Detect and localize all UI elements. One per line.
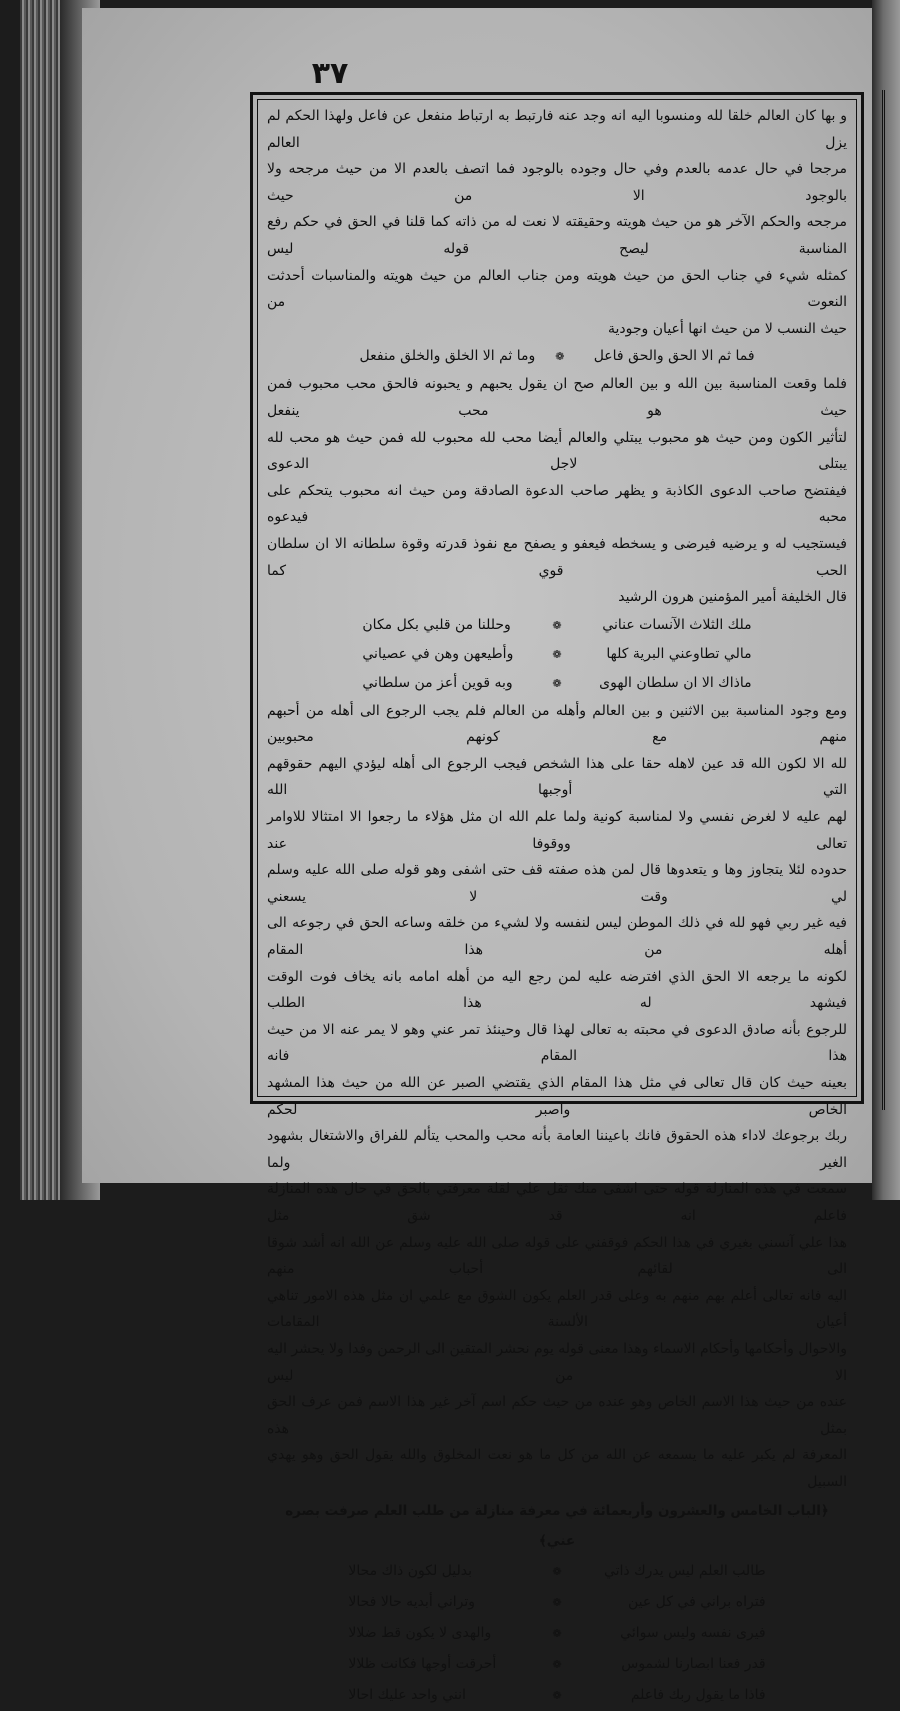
verse-hemistich-second: بدليل لكون ذاك محالا [348,1562,473,1579]
verse-line [267,640,847,669]
verse-hemistich-first: فاذا ما يقول ربك فاعلم [630,1686,766,1703]
verse-hemistich-second: انني واحد عليك احالا [348,1686,466,1703]
text-line: للرجوع بأنه صادق الدعوى في محبته به تعالى لهذا قال وحينئذ تمر عني وهو لا يمر عنه الا من حيث هذا المقام فانه [267,1021,847,1065]
text-frame [250,92,864,1703]
verse-hemistich-second: وما ثم الا الخلق والخلق منفعل [359,348,536,365]
text-line: فيه غير ربي فهو لله في ذلك الموطن ليس لنفسه ولا لشيء من خلقه وساعه الحق في رجوعه الى أهله من هذا المقام [267,915,847,959]
text-line: و بها كان العالم خلقا لله ومنسوبا اليه انه وجد عنه فارتبط به ارتباط منفعل عن فاعل ولهذا الحكم لم يزل العالم [267,108,847,151]
verse-hemistich-second: والهدى لا يكون قط ضلالا [348,1624,492,1641]
verse-separator: ❁ [552,1657,562,1671]
verse-hemistich-second: وحللنا من قلبي بكل مكان [362,616,511,633]
text-line: لله الا لكون الله قد عين لاهله حقا على هذا الشخص فيجب الرجوع الى أهله ليؤدي اليهم حقوقهم التي أوجبها الله [267,755,847,799]
text-line: عنده من حيث هذا الاسم الخاص وهو عنده من حيث حكم اسم آخر غير هذا الاسم فمن عرف الحق بمثل هذه [267,1394,847,1437]
text-line: سمعت في هذه المنازلة قوله حتى اشفى منك ثقل علي لقلة معرفتي بالحق في حال هذه المنازلة فاعلم انه قد شق مثل [267,1181,847,1224]
text-line: فيستجيب له و يرضيه فيرضى و يسخطه فيعفو و يصفح مع نفوذ قدرته وقوة سلطانه الا ان سلطان الحب قوي كما [267,535,847,579]
verse-separator: ❁ [555,350,565,364]
text-line: والاحوال وأحكامها وأحكام الاسماء وهذا معنى قوله يوم نحشر المتقين الى الرحمن وفدا ولا يحشر اليه الا من ليس [267,1340,847,1384]
verse-line [267,611,847,640]
verse-separator: ❁ [552,1626,562,1640]
text-line: لهم عليه لا لغرض نفسي ولا لمناسبة كونية ولما علم الله ان مثل هؤلاء ما رجعوا الا امتثالا للاوامر تعالى ووقوفا عند [267,809,847,852]
text-line: قال الخليفة أمير المؤمنين هرون الرشيد [618,589,847,606]
verse-hemistich-first: ملك الثلاث الآنسات عناني [602,616,752,633]
text-line: هذا علي آنسني بغيري في هذا الحكم فوقفني على قوله صلى الله عليه وسلم عن الله انه أشد شوقا الى لقائهم أحباب منهم [267,1234,847,1278]
text-line: لكونه ما يرجعه الا الحق الذي افترضه عليه لمن رجع اليه من أهله امامه بانه يخاف فوت الوقت فيشهد له هذا الطلب [267,968,847,1012]
verse-line [267,1618,847,1649]
verse-hemistich-first: ماذاك الا ان سلطان الهوى [599,674,752,691]
verse-separator: ❁ [552,618,562,632]
verse-hemistich-second: وتراني أبديه حالا فحالا [348,1593,475,1610]
verse-separator: ❁ [552,1595,562,1609]
next-page-frame [882,90,900,1110]
verse-separator: ❁ [552,676,562,690]
text-line: فلما وقعت المناسبة بين الله و بين العالم صح ان يقول يحبهم و يحبونه فالحق محب محبوب فمن حيث هو محب ينفعل [267,376,847,419]
text-line: ومع وجود المناسبة بين الاثنين و بين العالم وأهله من العالم فلم يجب الرجوع الى أهله من أحبهم منهم مع كونهم محبوبين [267,702,847,746]
verse-separator: ❁ [552,1688,562,1702]
text-line: كمثله شيء في جناب الحق من حيث هويته ومن جناب العالم من حيث هويته والمناسبات أحدثت النعوت من [267,267,847,311]
verse-hemistich-first: فتراه براني في كل عين [628,1593,766,1610]
verse-line [267,1556,847,1587]
text-line: حيث النسب لا من حيث انها أعيان وجودية [608,320,847,337]
text-line: المعرفة لم يكبر عليه ما يسمعه عن الله من كل ما هو نعت المخلوق والله يقول الحق وهو يهدي السبيل [267,1447,847,1490]
text-line: اليه فانه تعالى أعلم بهم منهم به وعلى قدر العلم يكون الشوق مع علمي ان مثل هذه الامور تناهي أعيان الألسنة المقامات [267,1287,847,1331]
text-line: فيفتضح صاحب الدعوى الكاذبة و يظهر صاحب الدعوة الصادقة ومن حيث انه محبوب يتحكم على محبه فيدعوه [267,482,847,526]
text-line: بعينه حيث كان قال تعالى في مثل هذا المقام الذي يقتضي الصبر عن الله من حيث هذا المشهد الخاص واصبر لحكم [267,1075,847,1118]
verse-hemistich-first: قدر فعنا ابصارنا لشموس [621,1655,766,1672]
verse-separator: ❁ [552,1564,562,1578]
verse-hemistich-second: أحرقت أوجها فكانت ظلالا [348,1655,497,1672]
text-line: مرجحا في حال عدمه بالعدم وفي حال وجوده بالوجود فما اتصف بالعدم الا من حيث مرجحه ولا بالوجود الا من حيث [267,161,847,204]
text-line: ربك برجوعك لاداء هذه الحقوق فانك باعيننا العامة بأنه محب والمحب يتألم للفراق والاشتغال بشهود الغير ولما [267,1128,847,1171]
verse-hemistich-first: فيرى نفسه وليس سوائي [620,1624,766,1641]
verse-hemistich-first: مالي تطاوعني البرية كلها [606,645,752,662]
chapter-heading: ﴿الباب الخامس والعشرون وأربعمائة في معرفة منازلة من طلب العلم صرفت بصره عني﴾ [285,1502,829,1549]
page-number: ٣٧ [311,56,349,91]
page-text [267,103,847,1711]
text-line: حدوده لئلا يتجاوز وها و يتعدوها قال لمن هذه صفته قف حتى اشفى وهو قوله صلى الله عليه وسلم لي وقت لا يسعني [267,862,847,905]
verse-separator: ❁ [552,647,562,661]
verse-line [267,669,847,698]
verse-line [267,1649,847,1680]
closing-verses [267,1556,847,1711]
verse-line [267,1680,847,1711]
text-line: مرجحه والحكم الآخر هو من حيث هويته وحقيقته لا نعت له من ذاته كما قلنا في الحق في حكم رفع المناسبة ليصح قوله ليس [267,214,847,257]
verse-line [267,342,847,371]
verse-hemistich-first: طالب العلم ليس يدرك ذاتي [603,1562,766,1579]
text-line: لتأثير الكون ومن حيث هو محبوب يبتلي والعالم أيضا محب لله محبوب لله فمن حيث هو محب لله يبتلى لاجل الدعوى [267,429,847,473]
verse-hemistich-second: وأطيعهن وهن في عصياني [362,645,514,662]
verse-hemistich-second: وبه قوين أعز من سلطاني [362,674,513,691]
verse-hemistich-first: فما ثم الا الحق والحق فاعل [593,348,755,365]
verse-line [267,1587,847,1618]
